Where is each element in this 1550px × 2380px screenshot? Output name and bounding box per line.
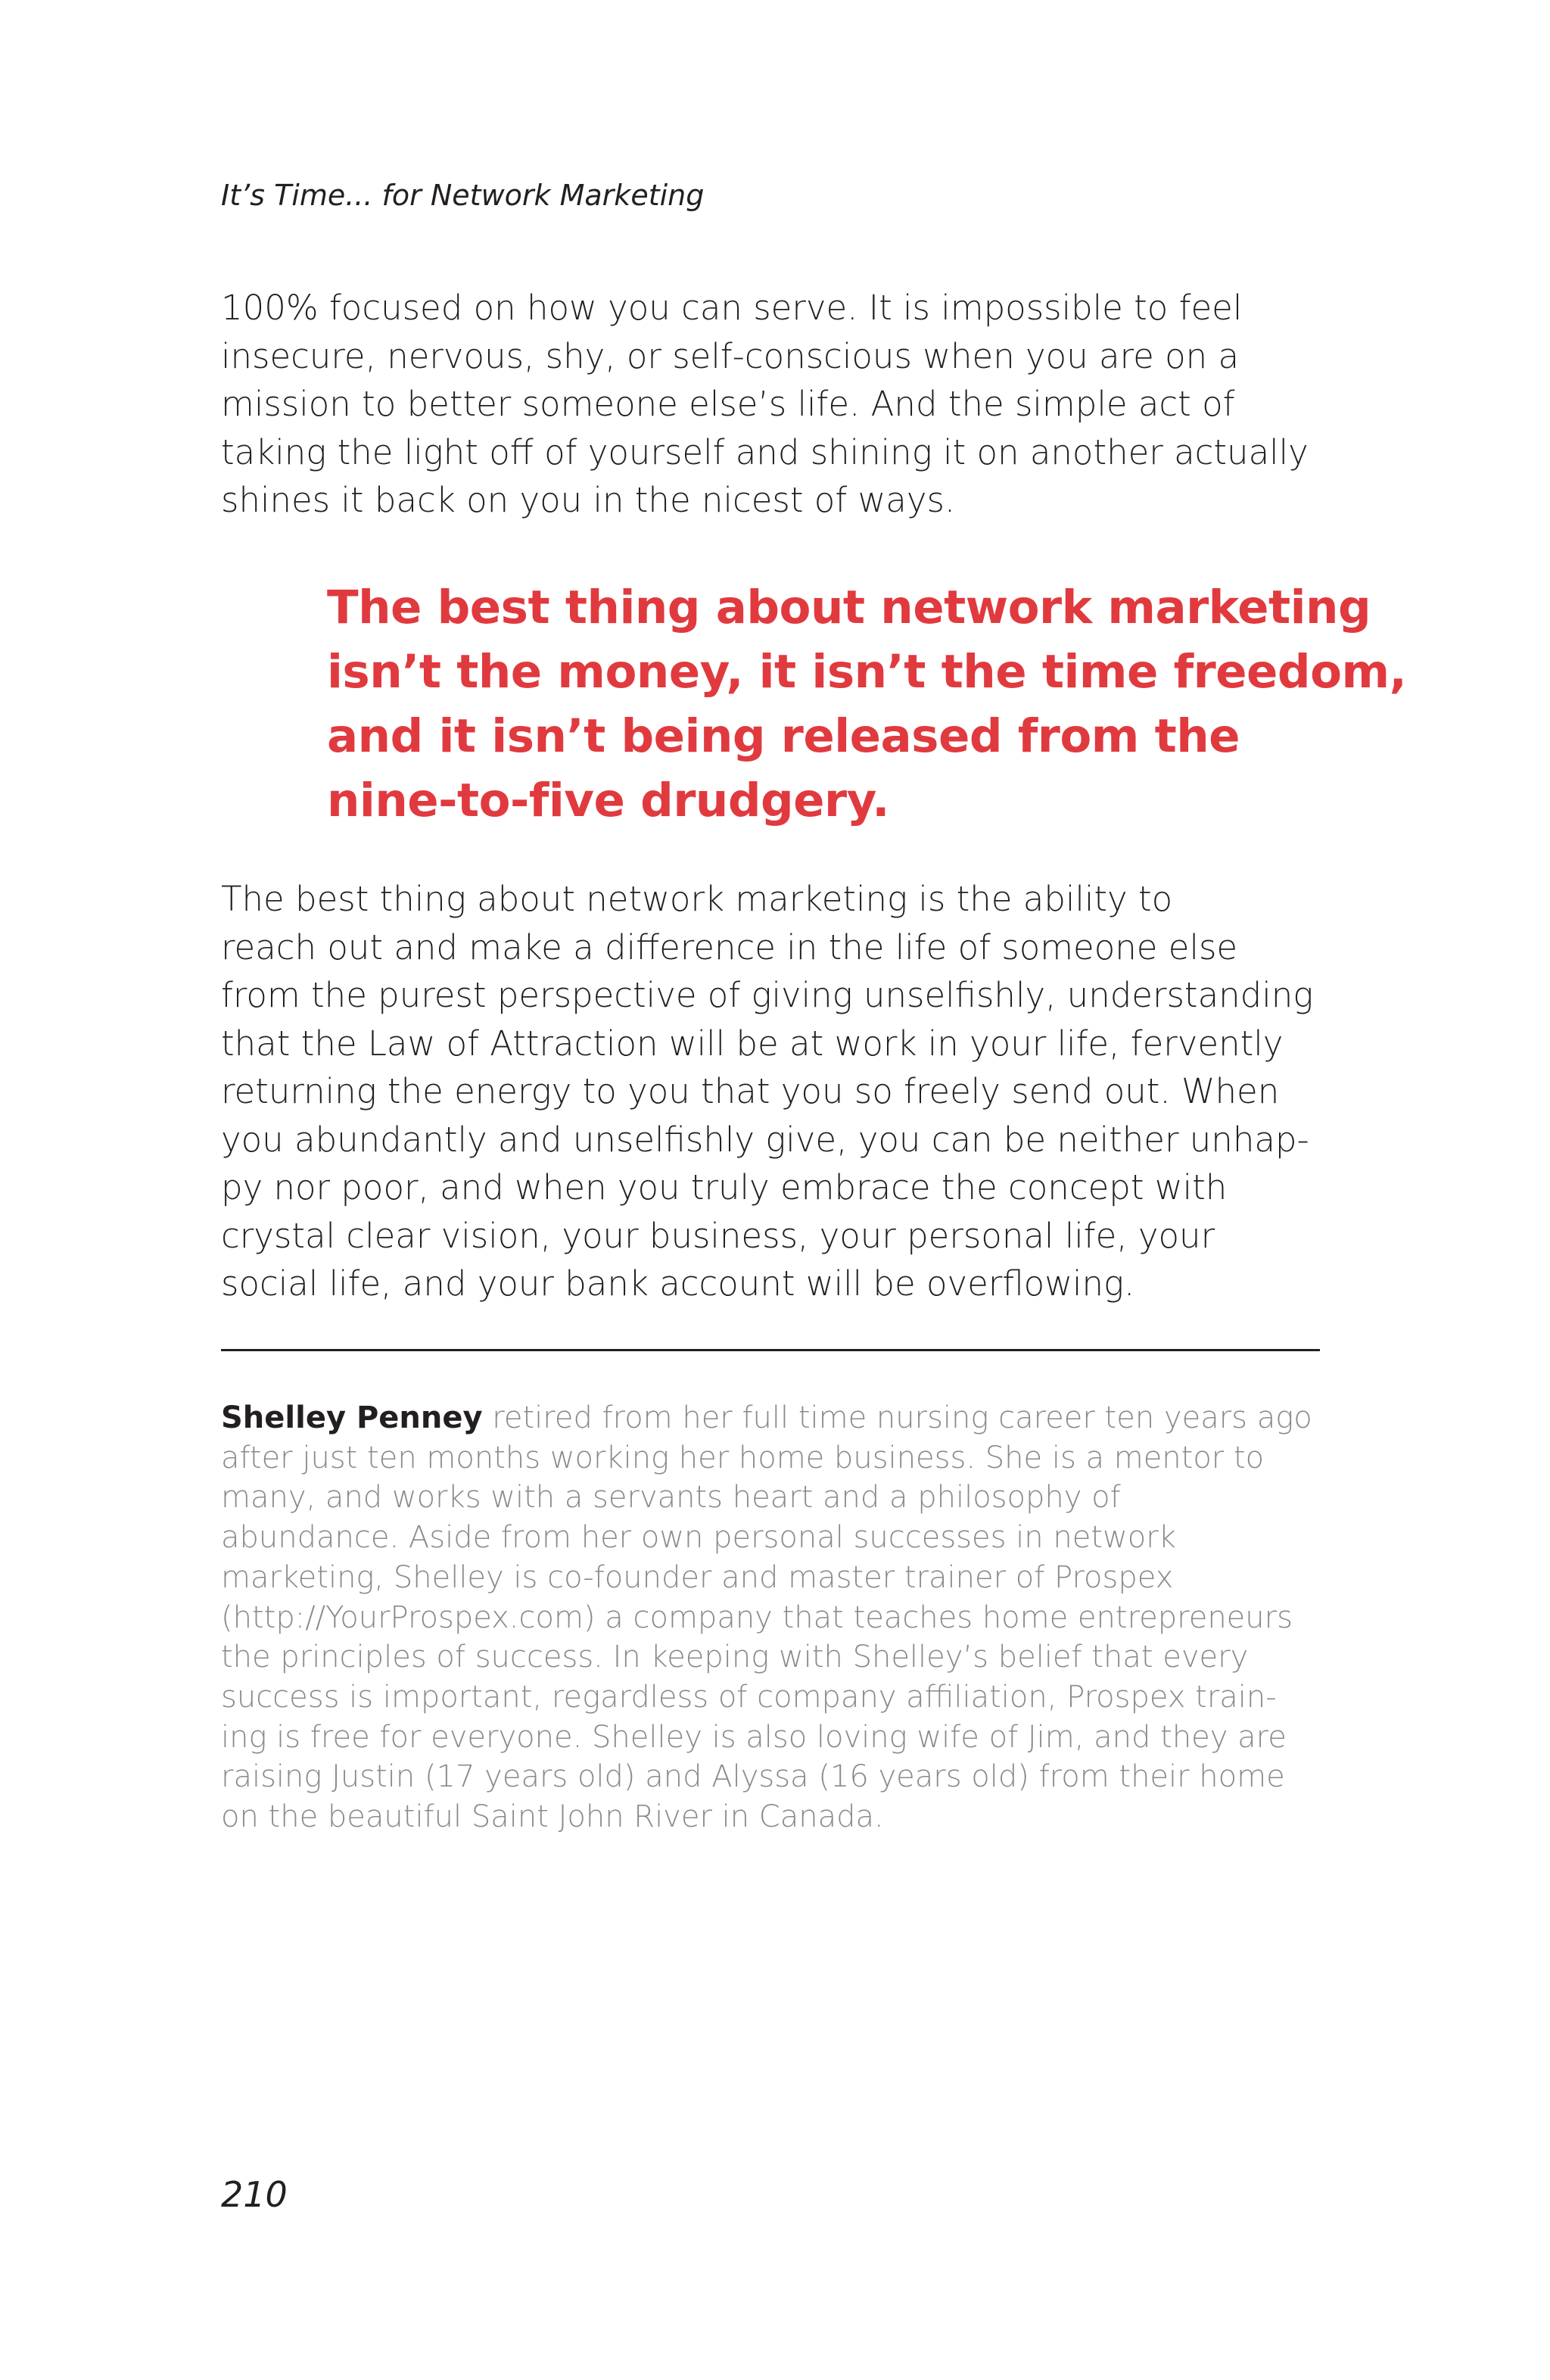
- bio-line: (http://YourProspex.com) a company that teaches home entrepreneurs: [221, 1600, 1293, 1635]
- paragraph-line: taking the light off of yourself and shining it on another actually: [221, 431, 1309, 472]
- paragraph-line: The best thing about network marketing is the ability to: [221, 879, 1173, 919]
- author-name: Shelley Penney: [221, 1400, 483, 1435]
- section-divider: [221, 1349, 1320, 1351]
- pull-quote: [327, 575, 1407, 833]
- paragraph-line: 100% focused on how you can serve. It is impossible to feel: [221, 288, 1243, 328]
- pull-quote-line: nine-to-five drudgery.: [327, 774, 889, 827]
- bio-line: after just ten months working her home business. She is a mentor to: [221, 1440, 1265, 1475]
- running-head: It’s Time... for Network Marketing: [221, 179, 705, 212]
- bio-line: marketing, Shelley is co-founder and master trainer of Prospex: [221, 1559, 1174, 1595]
- paragraph-line: from the purest perspective of giving unselfishly, understanding: [221, 975, 1314, 1015]
- paragraph-line: shines it back on you in the nicest of ways.: [221, 480, 956, 520]
- paragraph-line: crystal clear vision, your business, your personal life, your: [221, 1215, 1215, 1256]
- bio-line: on the beautiful Saint John River in Canada.: [221, 1799, 884, 1835]
- page-number: 210: [221, 2174, 288, 2215]
- bio-line: abundance. Aside from her own personal successes in network: [221, 1520, 1176, 1556]
- author-bio: [221, 1398, 1326, 1837]
- paragraph-line: insecure, nervous, shy, or self-conscious when you are on a: [221, 335, 1240, 376]
- bio-line: the principles of success. In keeping with Shelley’s belief that every: [221, 1640, 1249, 1675]
- paragraph-line: returning the energy to you that you so freely send out. When: [221, 1071, 1280, 1111]
- pull-quote-line: The best thing about network marketing: [327, 581, 1371, 634]
- bio-line: raising Justin (17 years old) and Alyssa (16 years old) from their home: [221, 1759, 1285, 1795]
- bio-line: many, and works with a servants heart and a philosophy of: [221, 1480, 1121, 1516]
- body-paragraph-2: [221, 875, 1334, 1308]
- paragraph-line: reach out and make a difference in the life of someone else: [221, 927, 1238, 967]
- paragraph-line: mission to better someone else’s life. And the simple act of: [221, 384, 1235, 424]
- bio-line: ing is free for everyone. Shelley is also loving wife of Jim, and they are: [221, 1719, 1287, 1755]
- pull-quote-line: and it isn’t being released from the: [327, 709, 1240, 763]
- paragraph-line: social life, and your bank account will be overflowing.: [221, 1263, 1135, 1304]
- bio-line: [221, 1398, 1326, 1438]
- paragraph-line: that the Law of Attraction will be at work in your life, fervently: [221, 1023, 1284, 1064]
- bio-line: success is important, regardless of company affiliation, Prospex train-: [221, 1679, 1277, 1715]
- bio-first-line-text: retired from her full time nursing career ten years ago: [482, 1400, 1312, 1435]
- paragraph-line: you abundantly and unselfishly give, you can be neither unhap-: [221, 1119, 1309, 1160]
- paragraph-line: py nor poor, and when you truly embrace the concept with: [221, 1167, 1228, 1207]
- pull-quote-line: isn’t the money, it isn’t the time freedom,: [327, 645, 1407, 699]
- body-paragraph-1: [221, 284, 1334, 525]
